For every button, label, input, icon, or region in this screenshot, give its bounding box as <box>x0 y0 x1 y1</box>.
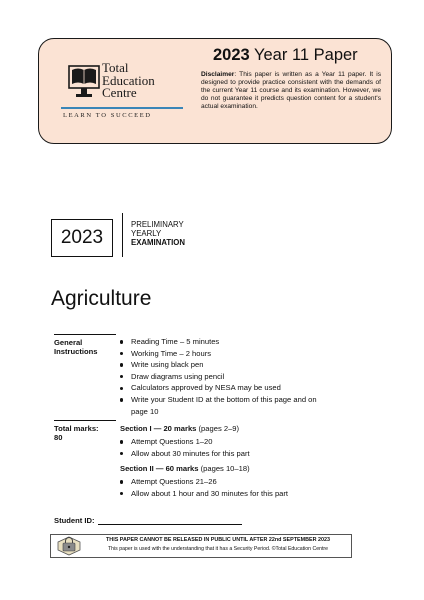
disclaimer <box>201 71 381 111</box>
section-1-list <box>119 436 349 459</box>
list-item: Working Time – 2 hours <box>119 348 349 360</box>
list-item: Allow about 30 minutes for this part <box>119 448 349 460</box>
exam-type-line-3: EXAMINATION <box>131 238 185 247</box>
footer-release-notice: THIS PAPER CANNOT BE RELEASED IN PUBLIC UNTIL AFTER 22nd SEPTEMBER 2023 <box>106 537 330 543</box>
list-item: Calculators approved by NESA may be used <box>119 382 349 394</box>
list-item: Write your Student ID at the bottom of this page and on <box>119 394 349 406</box>
section-1-pages: (pages 2–9) <box>196 424 240 433</box>
exam-type <box>131 220 185 247</box>
exam-type-line-2: YEARLY <box>131 229 162 238</box>
logo <box>57 57 175 127</box>
section-2-title: Section II — 60 marks <box>120 464 199 473</box>
list-item: Attempt Questions 21–26 <box>119 476 349 488</box>
list-item: Reading Time – 5 minutes <box>119 336 349 348</box>
logo-tagline: LEARN TO SUCCEED <box>63 112 152 119</box>
section-1-heading <box>120 424 239 433</box>
disclaimer-text: : This paper is written as a Year 11 paper. It is designed to provide practice consistent with the demands of the current Year 11 course and its examination. However, we do not guarantee it predicts question content for a student's actual examination. <box>201 71 381 111</box>
logo-divider <box>61 107 183 109</box>
book-screen-icon <box>67 62 101 102</box>
logo-line-2: Education <box>102 72 155 88</box>
section-2-list <box>119 476 349 499</box>
total-marks-text: Total marks: <box>54 424 99 433</box>
logo-text <box>102 62 155 100</box>
paper-title <box>213 46 358 65</box>
header-box <box>38 38 392 144</box>
instructions-list <box>119 336 349 417</box>
footer-security-notice: This paper is used with the understanding that it has a Security Period. ©Total Education Centre <box>107 546 329 552</box>
list-item: Write using black pen <box>119 359 349 371</box>
list-item: Draw diagrams using pencil <box>119 371 349 383</box>
paper-year: 2023 <box>213 46 250 64</box>
exam-type-line-1: PRELIMINARY <box>131 220 184 229</box>
disclaimer-label: Disclaimer <box>201 71 235 78</box>
section-2-pages: (pages 10–18) <box>198 464 250 473</box>
security-footer <box>50 534 352 558</box>
exam-year-box: 2023 <box>51 219 113 257</box>
logo-line-3: Centre <box>102 85 137 100</box>
section-2-heading <box>120 464 250 473</box>
logo-line-1: Total <box>102 60 129 75</box>
list-item: Allow about 1 hour and 30 minutes for this part <box>119 488 349 500</box>
total-marks-value: 80 <box>54 433 63 442</box>
subject-title: Agriculture <box>51 287 152 310</box>
student-id-field[interactable] <box>98 524 242 525</box>
security-seal-icon <box>54 536 84 556</box>
instructions-label-line-2: Instructions <box>54 347 98 356</box>
total-marks-label <box>54 424 99 442</box>
instructions-rule <box>54 334 116 335</box>
exam-divider <box>122 213 123 257</box>
section-1-title: Section I — 20 marks <box>120 424 197 433</box>
instructions-label <box>54 338 97 356</box>
paper-title-text: Year 11 Paper <box>254 46 358 64</box>
marks-rule <box>54 420 116 421</box>
list-item-continuation: page 10 <box>131 406 159 416</box>
instructions-label-line-1: General <box>54 338 83 347</box>
list-item: Attempt Questions 1–20 <box>119 436 349 448</box>
student-id-label: Student ID: <box>54 516 95 525</box>
